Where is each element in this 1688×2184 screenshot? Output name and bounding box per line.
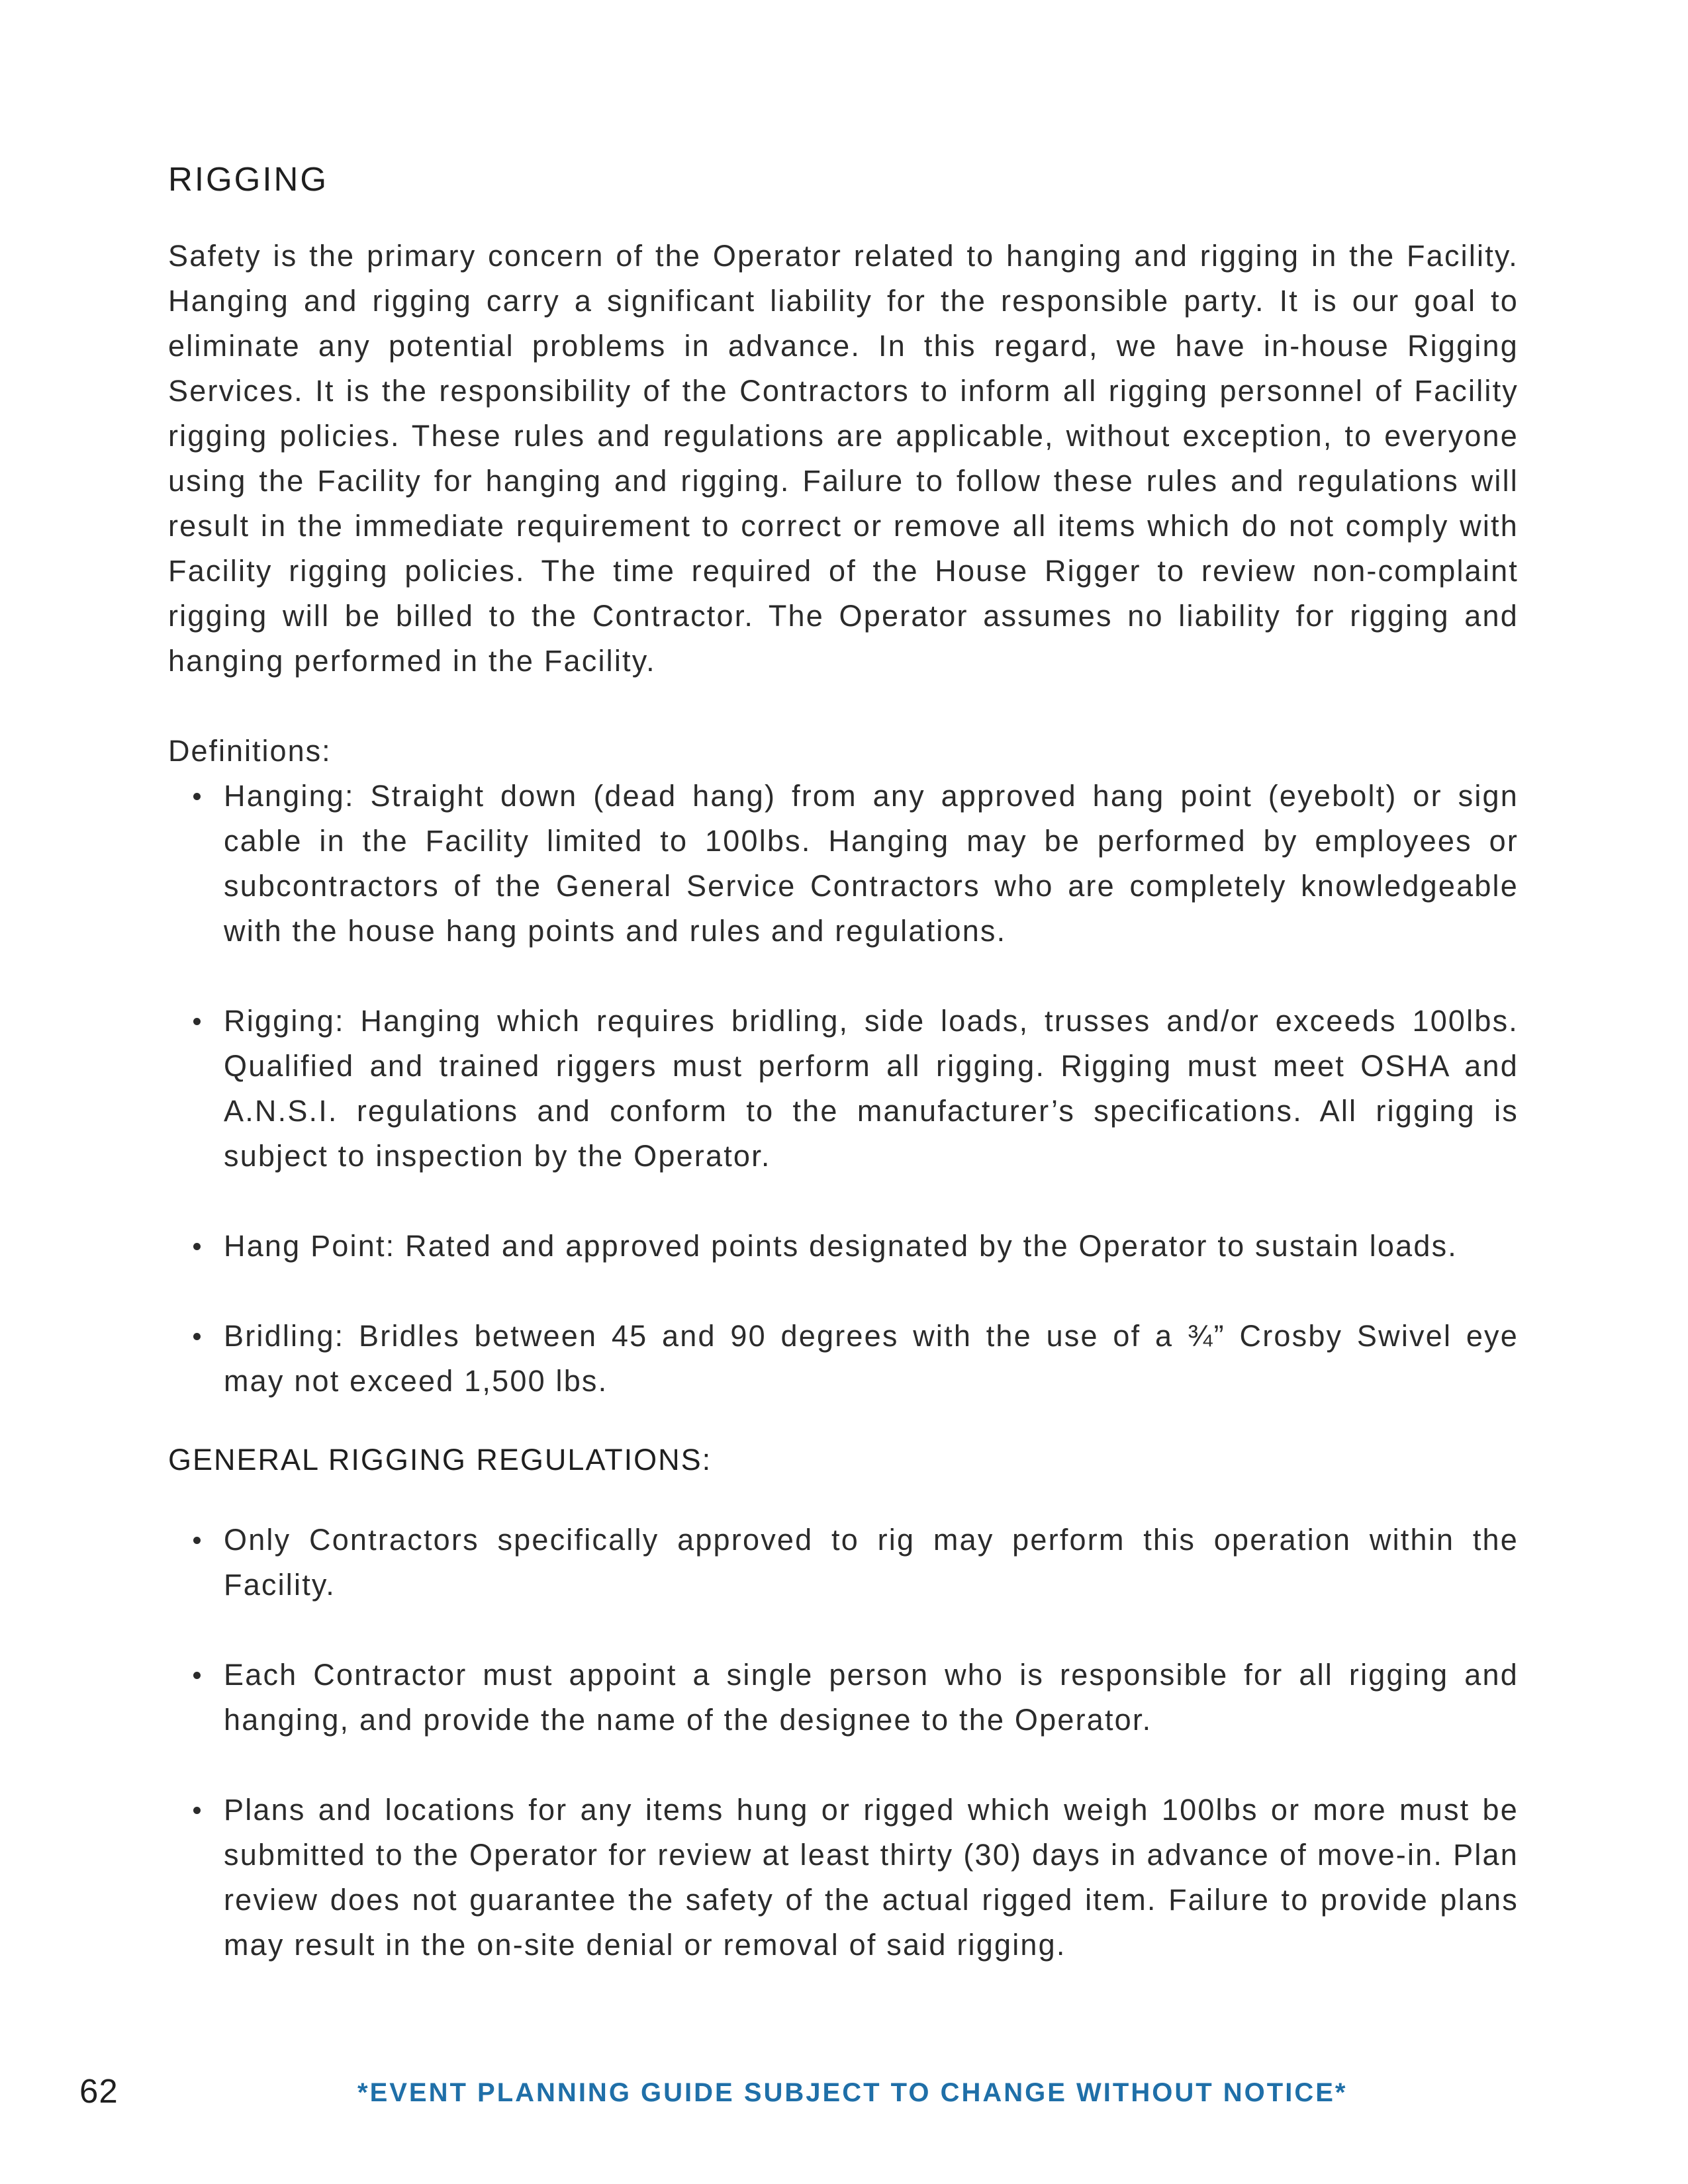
regulation-item: [168, 1518, 1519, 1608]
bullet-icon: [193, 1333, 201, 1340]
regulations-list: [168, 1518, 1519, 1968]
definition-text: Rigging: Hanging which requires bridling, side loads, trusses and/or exceeds 100lbs. Qualified and trained riggers must perform all rigging. Rigging must meet OSHA and A.N.S.I. regulations and conform to the manufacturer’s specifications. All rigging is subject to inspection by the Operator.: [224, 1004, 1519, 1173]
bullet-icon: [193, 1018, 201, 1025]
page-number: 62: [79, 2072, 118, 2110]
definitions-label: Definitions:: [168, 734, 332, 768]
definition-item: [168, 1224, 1519, 1269]
page-content: [168, 159, 1519, 1968]
intro-paragraph: Safety is the primary concern of the Operator related to hanging and rigging in the Facility. Hanging and rigging carry a significant liability for the responsible party. It is our goal to eliminate any potential problems in advance. In this regard, we have in-house Rigging Services. It is the responsibility of the Contractors to inform all rigging personnel of Facility rigging policies. These rules and regulations are applicable, without exception, to everyone using the Facility for hanging and rigging. Failure to follow these rules and regulations will result in the immediate requirement to correct or remove all items which do not comply with Facility rigging policies. The time required of the House Rigger to review non-complaint rigging will be billed to the Contractor. The Operator assumes no liability for rigging and hanging performed in the Facility.: [168, 239, 1519, 678]
footer-notice: *EVENT PLANNING GUIDE SUBJECT TO CHANGE WITHOUT NOTICE*: [357, 2078, 1348, 2107]
bullet-icon: [193, 1807, 201, 1814]
definition-text: Bridling: Bridles between 45 and 90 degrees with the use of a ¾” Crosby Swivel eye may not exceed 1,500 lbs.: [224, 1319, 1519, 1398]
page-footer: [0, 2071, 1688, 2118]
bullet-icon: [193, 1537, 201, 1544]
section-title: RIGGING: [168, 160, 329, 198]
regulation-text: Plans and locations for any items hung or rigged which weigh 100lbs or more must be submitted to the Operator for review at least thirty (30) days in advance of move-in. Plan review does not guarantee the safety of the actual rigged item. Failure to provide plans may result in the on-site denial or removal of said rigging.: [224, 1793, 1519, 1962]
bullet-icon: [193, 1243, 201, 1250]
regulation-text: Each Contractor must appoint a single person who is responsible for all rigging and hanging, and provide the name of the designee to the Operator.: [224, 1658, 1519, 1737]
regulation-text: Only Contractors specifically approved to rig may perform this operation within the Facility.: [224, 1523, 1519, 1602]
definition-item: [168, 774, 1519, 954]
regulation-item: [168, 1788, 1519, 1968]
regulations-heading: GENERAL RIGGING REGULATIONS:: [168, 1443, 712, 1477]
regulation-item: [168, 1653, 1519, 1743]
definitions-list: [168, 774, 1519, 1404]
bullet-icon: [193, 793, 201, 800]
definition-item: [168, 1314, 1519, 1404]
definition-text: Hanging: Straight down (dead hang) from any approved hang point (eyebolt) or sign cable in the Facility limited to 100lbs. Hanging may be performed by employees or subcontractors of the General Service Contractors who are completely knowledgeable with the house hang points and rules and regulations.: [224, 779, 1519, 948]
definition-text: Hang Point: Rated and approved points designated by the Operator to sustain loads.: [224, 1229, 1458, 1263]
definition-item: [168, 999, 1519, 1179]
bullet-icon: [193, 1672, 201, 1679]
